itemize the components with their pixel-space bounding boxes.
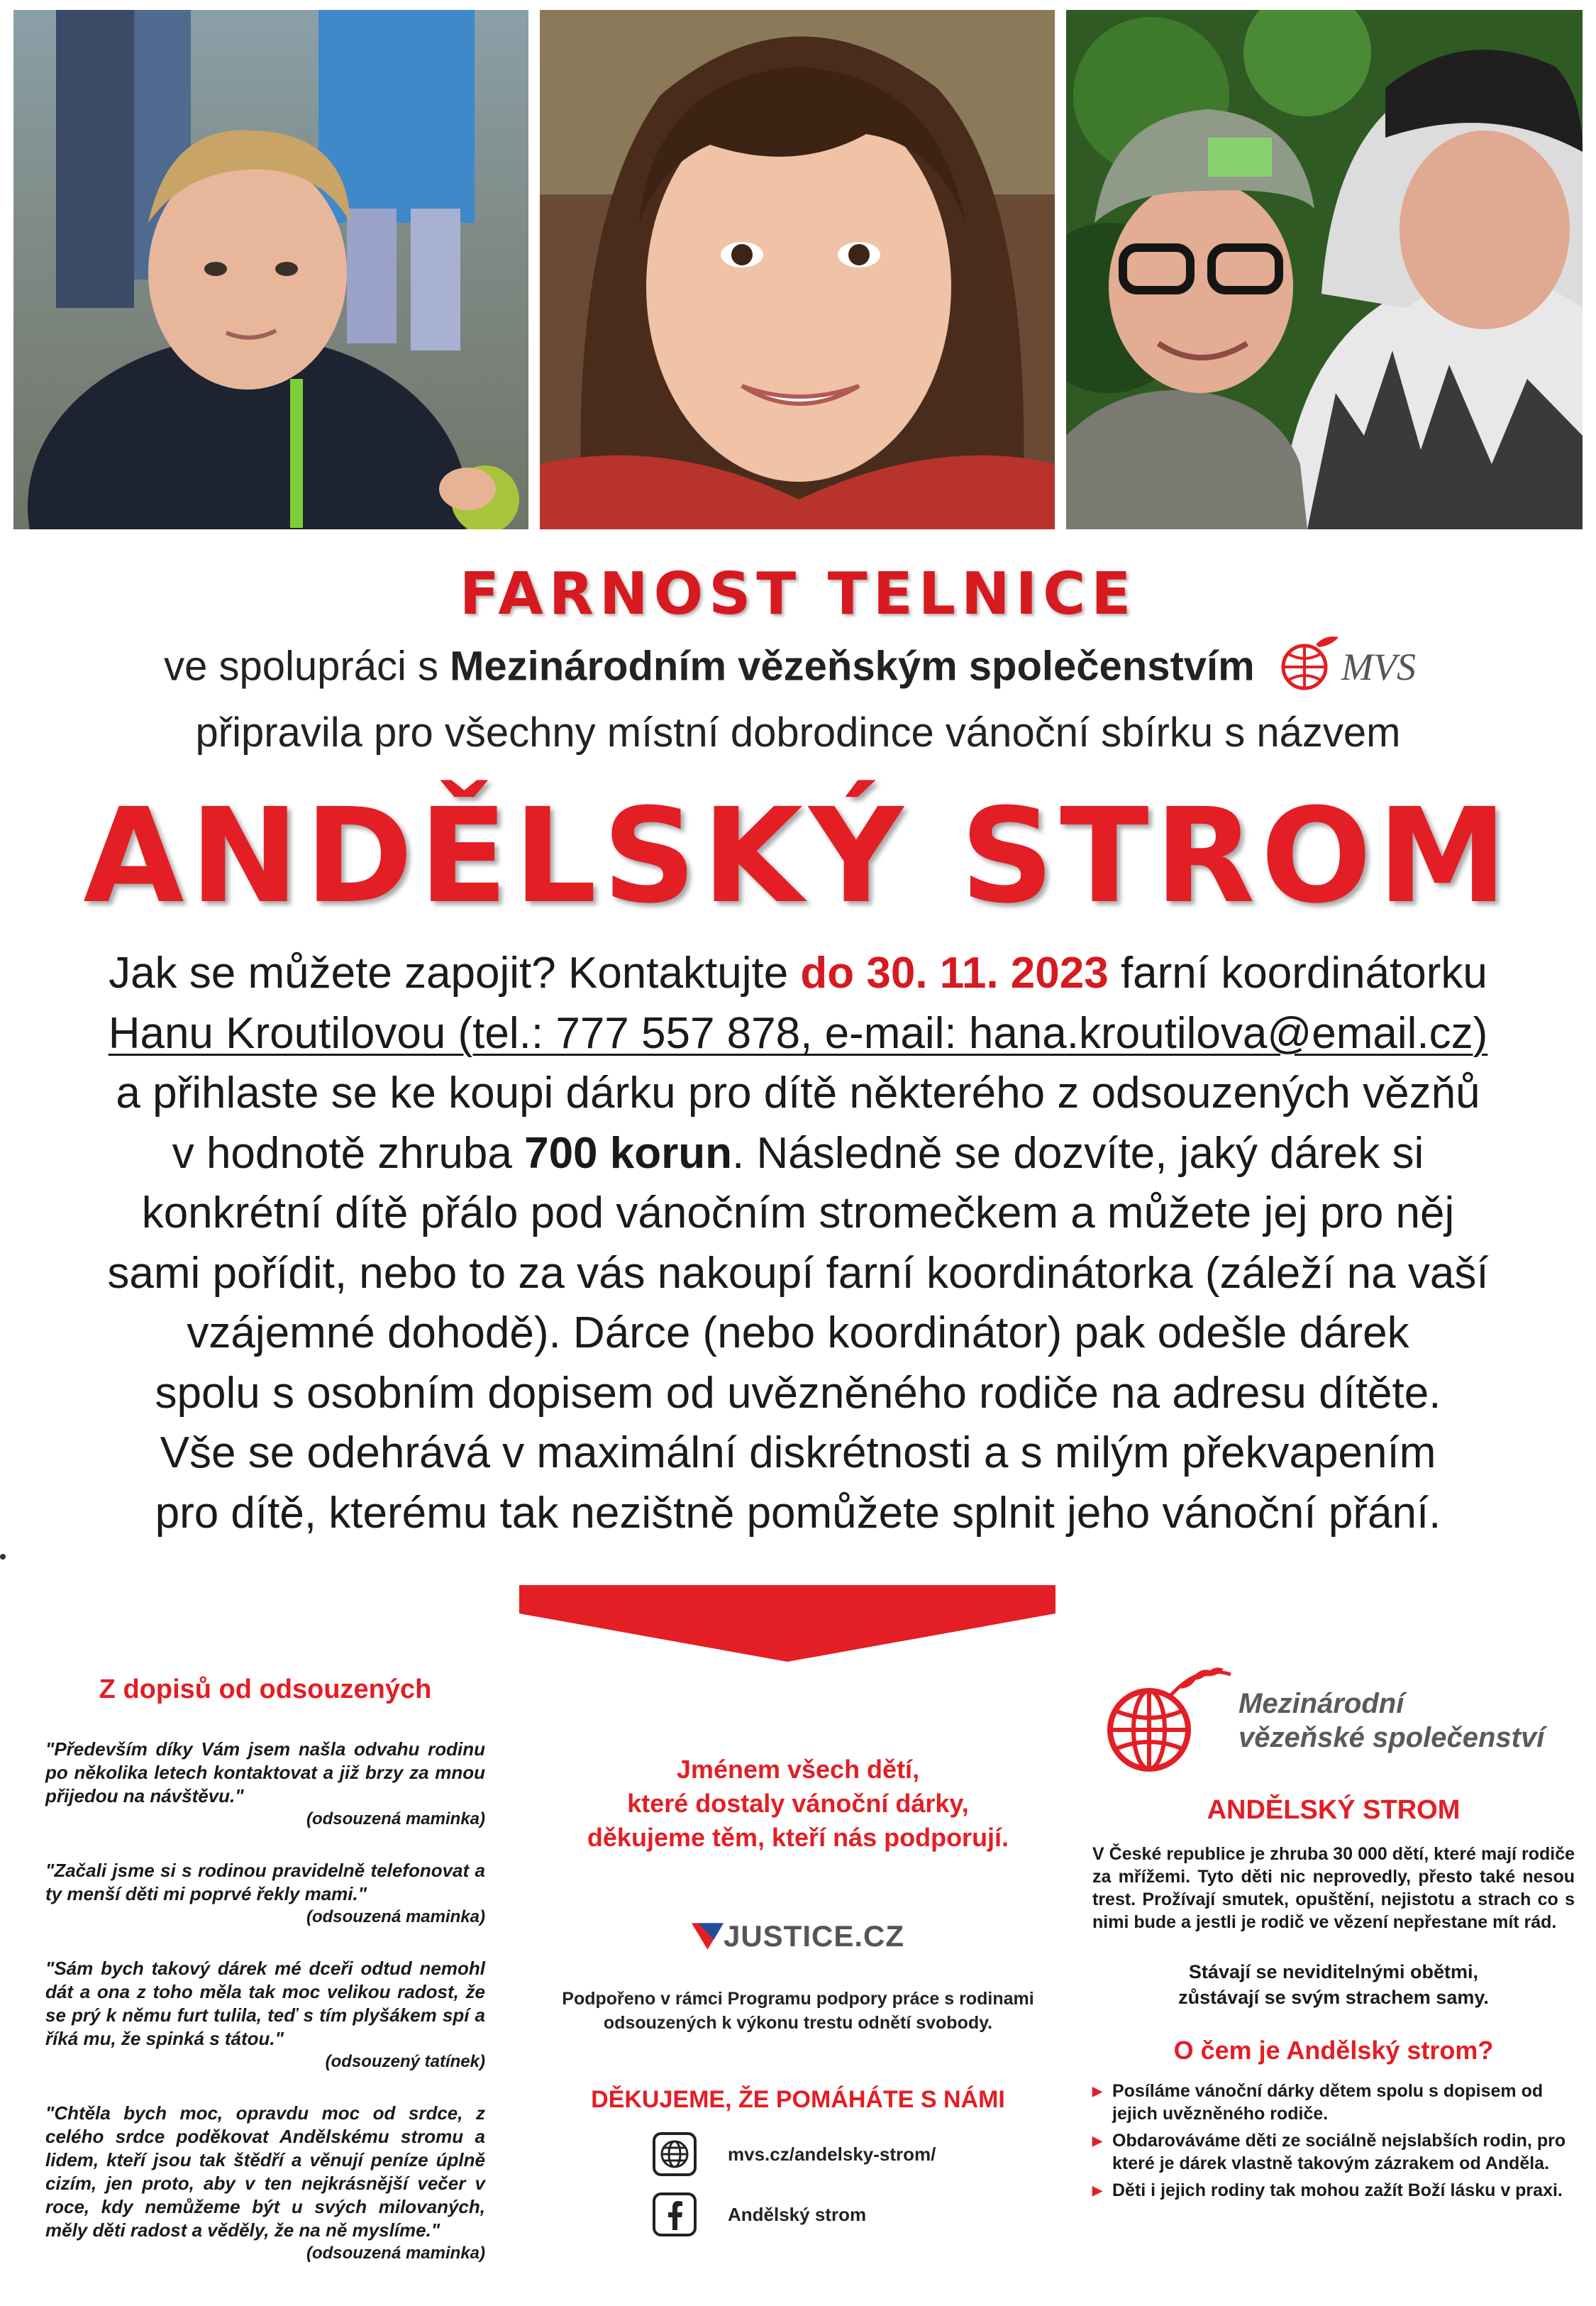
list-item: ▶ Posíláme vánoční dárky dětem spolu s dopisem od jejich uvězněného rodiče. (1092, 2080, 1575, 2125)
body-text-span: Jak se můžete zapojit? Kontaktujte (109, 949, 801, 998)
victims-line-2: zůstávají se svým strachem samy. (1178, 1987, 1489, 2008)
justice-logo-text: JUSTICE.CZ (723, 1919, 904, 1953)
body-line-8: spolu s osobním dopisem od uvězněného rodiče na adresu dítěte. (155, 1368, 1441, 1418)
letters-column (45, 1675, 485, 2293)
facebook-link[interactable] (653, 2192, 1007, 2236)
stray-dot (0, 1554, 6, 1560)
letter-quote: "Chtěla bych moc, opravdu moc od srdce, z celého srdce poděkovat Andělskému stromu a lidem, kteří jsou tak štědří a věnují peníze úplně cizím, jen proto, aby v ten nejkrásnější večer v roce, kdy nemůžeme být u svých milovaných, měly děti radost a věděly, že na ně myslíme." (45, 2102, 485, 2241)
body-line-10: pro dítě, kterému tak nezištně pomůžete splnit jeho vánoční přání. (155, 1488, 1441, 1538)
about-intro: V České republice je zhruba 30 000 dětí, které mají rodiče za mřížemi. Tyto děti nic neprovedly, přesto také nesou trest. Prožívají smutek, opuštění, nejistotu a strach co s nimi bude a jestli je rodič ve vězení nepřestane mít rád. (1092, 1844, 1575, 1932)
letter-quote: "Začali jsme si s rodinou pravidelně telefonovat a ty menší děti mi poprvé řekly mami." (45, 1860, 485, 1904)
letter-quote: "Sám bych takový dárek mé dceři odtud nemohl dát a ona z toho měla tak moc velikou radost, že se prý k němu furt tulila, teď s tím plyšákem spí a říká mu, že spinká s tátou." (45, 1958, 485, 2049)
thanks-line-3: děkujeme těm, kteří nás podporují. (587, 1823, 1009, 1852)
photo-boy-with-apple (13, 10, 528, 529)
body-line-5: konkrétní dítě přálo pod vánočním stromečkem a můžete jej pro něj (141, 1188, 1455, 1237)
about-bullets (1092, 2080, 1575, 2202)
gift-amount: 700 korun (524, 1128, 732, 1178)
list-item: ▶ Obdarováváme děti ze sociálně nejslabších rodin, pro které je dárek vlastně takovým zázrakem od Anděla. (1092, 2129, 1575, 2175)
body-text (14, 944, 1582, 1543)
prepared-line: připravila pro všechny místní dobrodince vánoční sbírku s názvem (195, 710, 1401, 756)
letter-signature: (odsouzená maminka) (306, 1809, 485, 1828)
justice-logo-icon (692, 1920, 724, 1953)
list-item: ▶ Děti i jejich rodiny tak mohou zažít Boží lásku v praxi. (1092, 2179, 1575, 2202)
call-to-action: DĚKUJEME, ŽE POMÁHÁTE S NÁMI (591, 2086, 1005, 2113)
body-line-9: Vše se odehrává v maximální diskrétnosti a s milým překvapením (160, 1428, 1436, 1477)
photo-smiling-girl (540, 10, 1055, 529)
facebook-icon (653, 2192, 697, 2236)
letter-signature: (odsouzená maminka) (306, 1907, 485, 1926)
body-line-6: sami pořídit, nebo to za vás nakoupí farní koordinátorka (záleží na vaší (107, 1248, 1489, 1298)
logo-line-2: vězeňské společenství (1238, 1722, 1545, 1753)
thanks-line-2: které dostaly vánoční dárky, (627, 1789, 969, 1818)
body-line-4 (14, 1124, 1582, 1184)
body-line-3: a přihlaste se ke koupi dárku pro dítě některého z odsouzených vězňů (116, 1069, 1480, 1118)
facebook-page-name[interactable]: Andělský strom (728, 2203, 867, 2225)
body-line-1 (14, 944, 1582, 1004)
globe-icon (653, 2132, 697, 2176)
partner-name: Mezinárodním vězeňským společenstvím (450, 643, 1255, 690)
photo-two-boys-in-caps (1066, 10, 1583, 529)
letter-signature: (odsouzená maminka) (306, 2244, 485, 2263)
thanks-line-1: Jménem všech dětí, (676, 1755, 920, 1784)
letter-quote: "Především díky Vám jsem našla odvahu rodinu po několika letech kontaktovat a již brzy za mnou přijedou na návštěvu." (45, 1738, 485, 1806)
campaign-title: ANDĚLSKÝ STROM (83, 780, 1513, 932)
support-line-1: Podpořeno v rámci Programu podpory práce s rodinami (562, 1989, 1034, 2009)
mvs-full-logo (1092, 1667, 1575, 1774)
website-url[interactable]: mvs.cz/andelsky-strom/ (728, 2143, 936, 2165)
thanks-column (539, 1753, 1057, 2225)
contact-line[interactable]: Hanu Kroutilovou (tel.: 777 557 878, e-mail: hana.kroutilova@email.cz) (108, 1008, 1488, 1058)
about-subheading: O čem je Andělský strom? (1173, 2036, 1494, 2065)
letter-signature: (odsouzený tatínek) (325, 2052, 485, 2071)
body-text-span: farní koordinátorku (1108, 949, 1487, 998)
globe-wheat-icon (1092, 1667, 1234, 1774)
body-text-span: v hodnotě zhruba (172, 1128, 525, 1178)
cooperation-line (0, 639, 1596, 700)
about-heading: ANDĚLSKÝ STROM (1207, 1795, 1461, 1825)
cooperation-prefix: ve spolupráci s (164, 643, 438, 690)
down-arrow-banner (519, 1585, 1055, 1662)
letters-heading: Z dopisů od odsouzených (99, 1675, 432, 1704)
support-line-2: odsouzených k výkonu trestu odnětí svobody. (603, 2013, 993, 2033)
mvs-logo (1276, 634, 1432, 695)
body-text-span: . Následně se dozvíte, jaký dárek si (732, 1128, 1424, 1178)
body-line-7: vzájemné dohodě). Dárce (nebo koordinátor) pak odešle dárek (187, 1308, 1409, 1357)
deadline: do 30. 11. 2023 (800, 949, 1109, 998)
mvs-logo-text: MVS (1341, 646, 1416, 688)
parish-name: FARNOST TELNICE (459, 561, 1137, 628)
website-link[interactable] (653, 2132, 1007, 2176)
justice-logo (692, 1911, 904, 1961)
logo-line-1: Mezinárodní (1238, 1688, 1404, 1719)
about-column (1092, 1667, 1575, 2206)
victims-line-1: Stávají se neviditelnými obětmi, (1188, 1961, 1479, 1982)
